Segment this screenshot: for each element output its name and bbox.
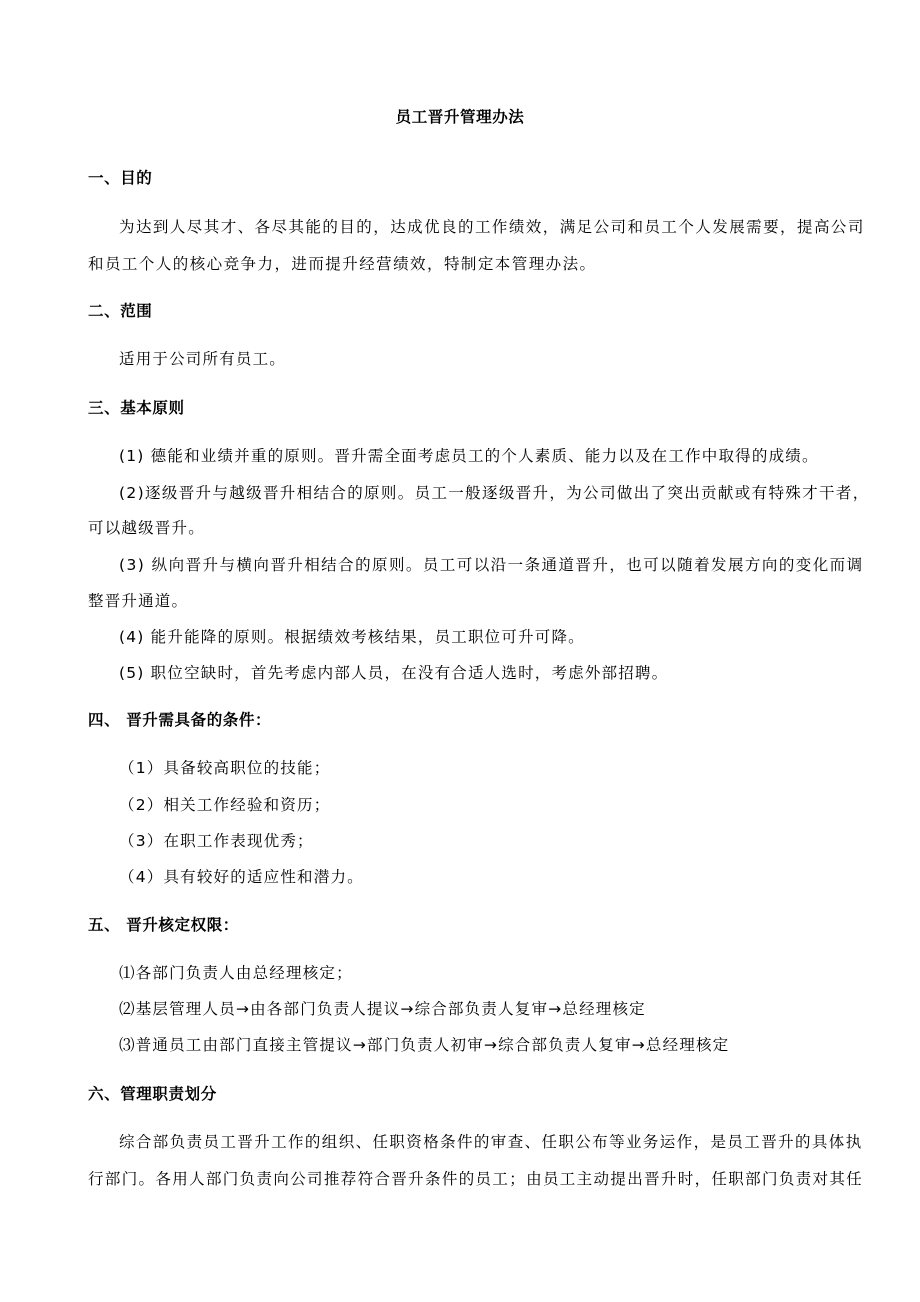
section-heading: 六、管理职责划分 <box>88 1085 217 1103</box>
list-item: （2）相关工作经验和资历； <box>119 796 331 814</box>
paragraph-line: 行部门。各用人部门负责向公司推荐符合晋升条件的员工；由员工主动提出晋升时，任职部门负责对其任 <box>88 1170 864 1188</box>
list-item: （4）具有较好的适应性和潜力。 <box>119 868 364 886</box>
section-heading: 三、基本原则 <box>88 399 185 417</box>
paragraph-line: 综合部负责员工晋升工作的组织、任职资格条件的审查、任职公布等业务运作，是员工晋升的具体执 <box>119 1133 863 1151</box>
list-item: 整晋升通道。 <box>88 592 189 610</box>
list-item: (3) 纵向晋升与横向晋升相结合的原则。员工可以沿一条通道晋升，也可以随着发展方向的变化而调 <box>119 556 864 574</box>
list-item: (1) 德能和业绩并重的原则。晋升需全面考虑员工的个人素质、能力以及在工作中取得的成绩。 <box>119 447 819 465</box>
list-item: ⑴各部门负责人由总经理核定； <box>119 964 353 982</box>
section-heading: 五、 晋升核定权限： <box>88 916 239 934</box>
list-item: ⑵基层管理人员→由各部门负责人提议→综合部负责人复审→总经理核定 <box>119 1000 646 1018</box>
section-heading: 一、目的 <box>88 169 153 187</box>
list-item: （1）具备较高职位的技能； <box>119 759 331 777</box>
list-item: 可以越级晋升。 <box>88 519 205 537</box>
section-heading: 四、 晋升需具备的条件： <box>88 711 272 729</box>
list-item: （3）在职工作表现优秀； <box>119 832 314 850</box>
document-title: 员工晋升管理办法 <box>395 108 525 126</box>
list-item: (4) 能升能降的原则。根据绩效考核结果，员工职位可升可降。 <box>119 628 585 646</box>
paragraph-line: 和员工个人的核心竞争力，进而提升经营绩效，特制定本管理办法。 <box>88 255 597 273</box>
list-item: ⑶普通员工由部门直接主管提议→部门负责人初审→综合部负责人复审→总经理核定 <box>119 1036 730 1054</box>
paragraph-line: 为达到人尽其才、各尽其能的目的，达成优良的工作绩效，满足公司和员工个人发展需要，提高公司 <box>119 218 865 236</box>
section-heading: 二、范围 <box>88 302 153 320</box>
list-item: (2)逐级晋升与越级晋升相结合的原则。员工一般逐级晋升，为公司做出了突出贡献或有特殊才干者， <box>119 484 870 502</box>
list-item: (5) 职位空缺时，首先考虑内部人员，在没有合适人选时，考虑外部招聘。 <box>119 664 669 682</box>
paragraph-line: 适用于公司所有员工。 <box>119 350 287 368</box>
